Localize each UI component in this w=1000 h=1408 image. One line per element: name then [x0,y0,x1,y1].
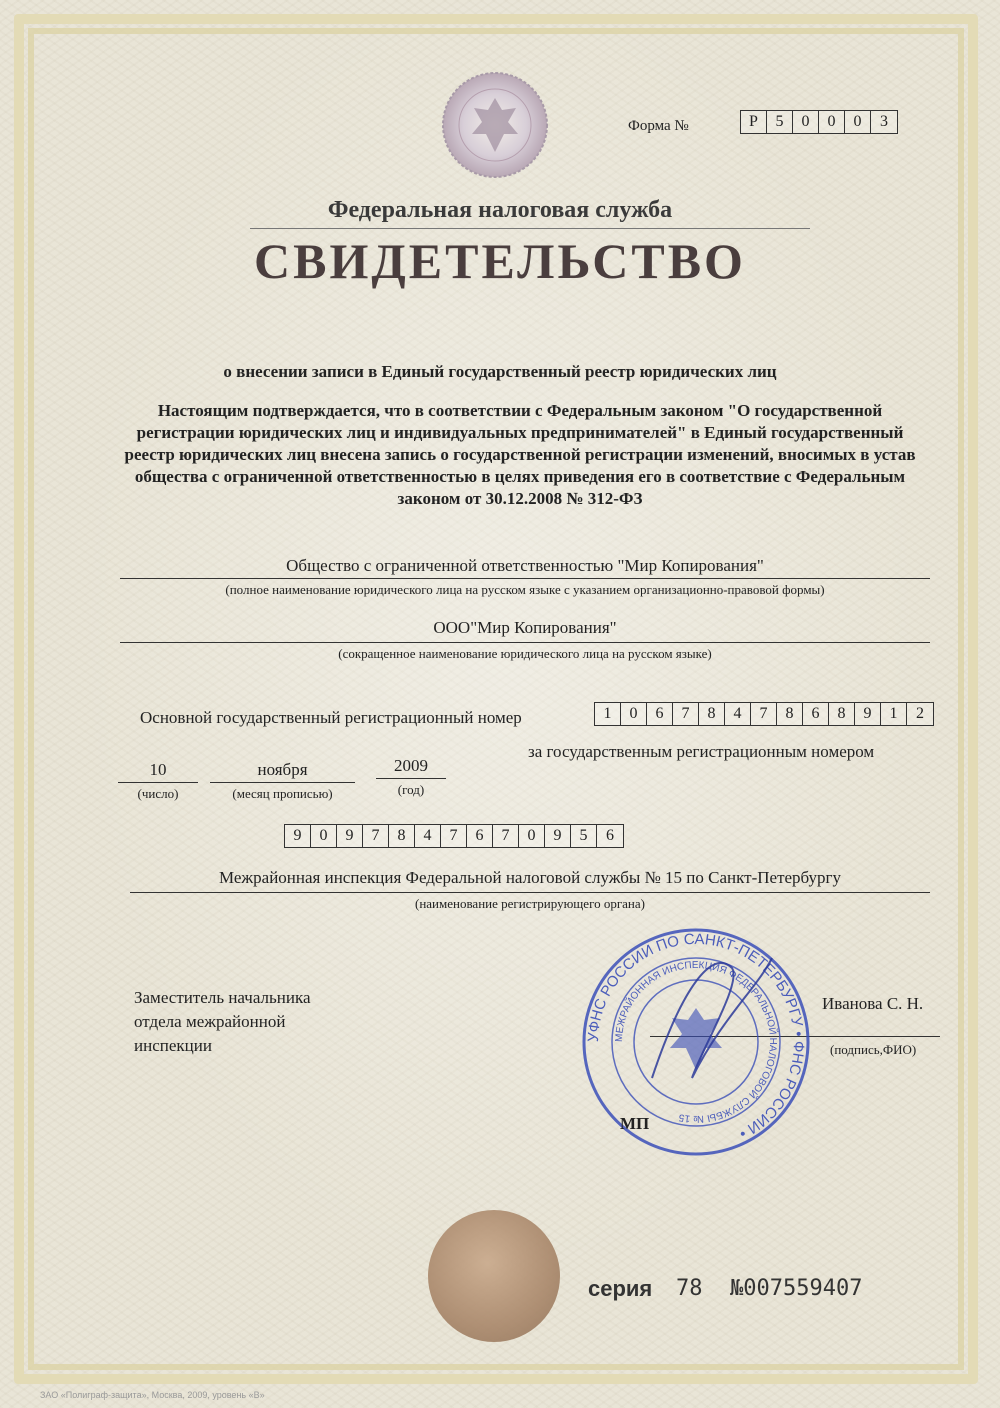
year-underline [376,778,446,779]
date-month: ноября [257,760,308,779]
document-title: СВИДЕТЕЛЬСТВО [254,233,746,289]
stamp-outer-text: УФНС РОССИИ ПО САНКТ-ПЕТЕРБУРГУ • ФНС РОССИИ • [584,930,808,1143]
authority-hint: (наименование регистрирующего органа) [414,896,645,911]
short-name-underline [120,642,930,643]
day-underline [118,782,198,783]
registering-authority-name: Межрайонная инспекция Федеральной налоговой службы № 15 по Санкт-Петербургу [218,868,842,887]
grn-digit: 9 [545,825,571,847]
decorative-inner-border [28,28,964,1370]
grn-digit: 6 [606,827,614,844]
grn-digit: 6 [467,825,493,847]
grn-digit: 9 [285,825,311,847]
emblem-seal-icon [428,1210,560,1342]
grn-digit: 7 [493,825,519,847]
stamp-place-label: МП [620,1114,650,1133]
date-year: 2009 [394,756,428,775]
ogrn-digit: 2 [916,705,924,722]
hologram-emblem-icon [440,70,550,180]
ogrn-digit: 6 [647,703,673,725]
full-name-hint: (полное наименование юридического лица на русском языке с указанием организационно-правовой формы) [225,582,825,597]
day-hint: (число) [137,786,179,801]
ogrn-digit: 0 [621,703,647,725]
short-name-hint: (сокращенное наименование юридического лица на русском языке) [338,646,712,661]
form-code-cell: 5 [767,111,793,133]
full-name-underline [120,578,930,579]
grn-cells [284,824,624,848]
ogrn-label: Основной государственный регистрационный номер [140,708,522,727]
series-label: серия [588,1276,653,1301]
grn-digit: 8 [389,825,415,847]
ogrn-digit: 6 [803,703,829,725]
form-number-label: Форма № [628,118,689,134]
signatory-position-line2: отдела межрайонной [134,1012,286,1031]
signature-hint: (подпись,ФИО) [830,1042,917,1057]
form-code-cell: 0 [819,111,845,133]
form-code-cell: Р [741,111,767,133]
ogrn-digit: 7 [751,703,777,725]
form-code-cell: 0 [793,111,819,133]
signatory-position-line3: инспекции [134,1036,212,1055]
ogrn-digit: 1 [595,703,621,725]
month-underline [210,782,355,783]
ogrn-digit: 8 [777,703,803,725]
serial-number: №007559407 [730,1276,863,1301]
ogrn-digit: 8 [829,703,855,725]
form-code-cell: 0 [845,111,871,133]
registration-number-label: за государственным регистрационным номером [528,742,875,761]
document-subtitle: о внесении записи в Единый государственный реестр юридических лиц [223,362,777,381]
grn-digit: 9 [337,825,363,847]
ogrn-digit: 4 [725,703,751,725]
company-full-name: Общество с ограниченной ответственностью "Мир Копирования" [286,556,764,575]
grn-digit: 7 [363,825,389,847]
grn-digit: 0 [519,825,545,847]
stamp-inner-text: МЕЖРАЙОННАЯ ИНСПЕКЦИЯ ФЕДЕРАЛЬНОЙ НАЛОГОВОЙ СЛУЖБЫ № 15 [613,959,779,1125]
certificate-body-text: Настоящим подтверждается, что в соответствии с Федеральным законом "О государственной регистрации юридических лиц и индивидуальных предпринимателей" в Единый государственный реестр юридических лиц внесена запись о государственной регистрации изменений, вносимых в устав общества с ограниченной ответственностью в целях приведения его в соответствие с Федеральным законом от 30.12.2008 № 312-ФЗ [124,401,916,508]
ogrn-digit: 8 [699,703,725,725]
authority-underline [130,892,930,893]
date-day: 10 [149,760,167,779]
agency-name: Федеральная налоговая служба [327,197,673,223]
official-stamp-icon [582,928,810,1156]
signatory-position-line1: Заместитель начальника [134,988,311,1007]
grn-digit: 7 [441,825,467,847]
ogrn-digit: 9 [855,703,881,725]
grn-digit: 0 [311,825,337,847]
signatory-name: Иванова С. Н. [822,994,924,1013]
grn-digit: 4 [415,825,441,847]
form-number-cells [740,110,898,134]
grn-digit: 5 [571,825,597,847]
title-divider [250,228,810,229]
month-hint: (месяц прописью) [232,786,333,801]
series-number: 78 [676,1276,703,1301]
year-hint: (год) [397,782,425,797]
ogrn-digit: 1 [881,703,907,725]
printer-imprint: ЗАО «Полиграф-защита», Москва, 2009, уровень «В» [40,1390,265,1400]
form-code-cell: 3 [880,113,888,130]
ogrn-digit: 7 [673,703,699,725]
company-short-name: ООО"Мир Копирования" [433,618,617,637]
ogrn-cells [594,702,934,726]
